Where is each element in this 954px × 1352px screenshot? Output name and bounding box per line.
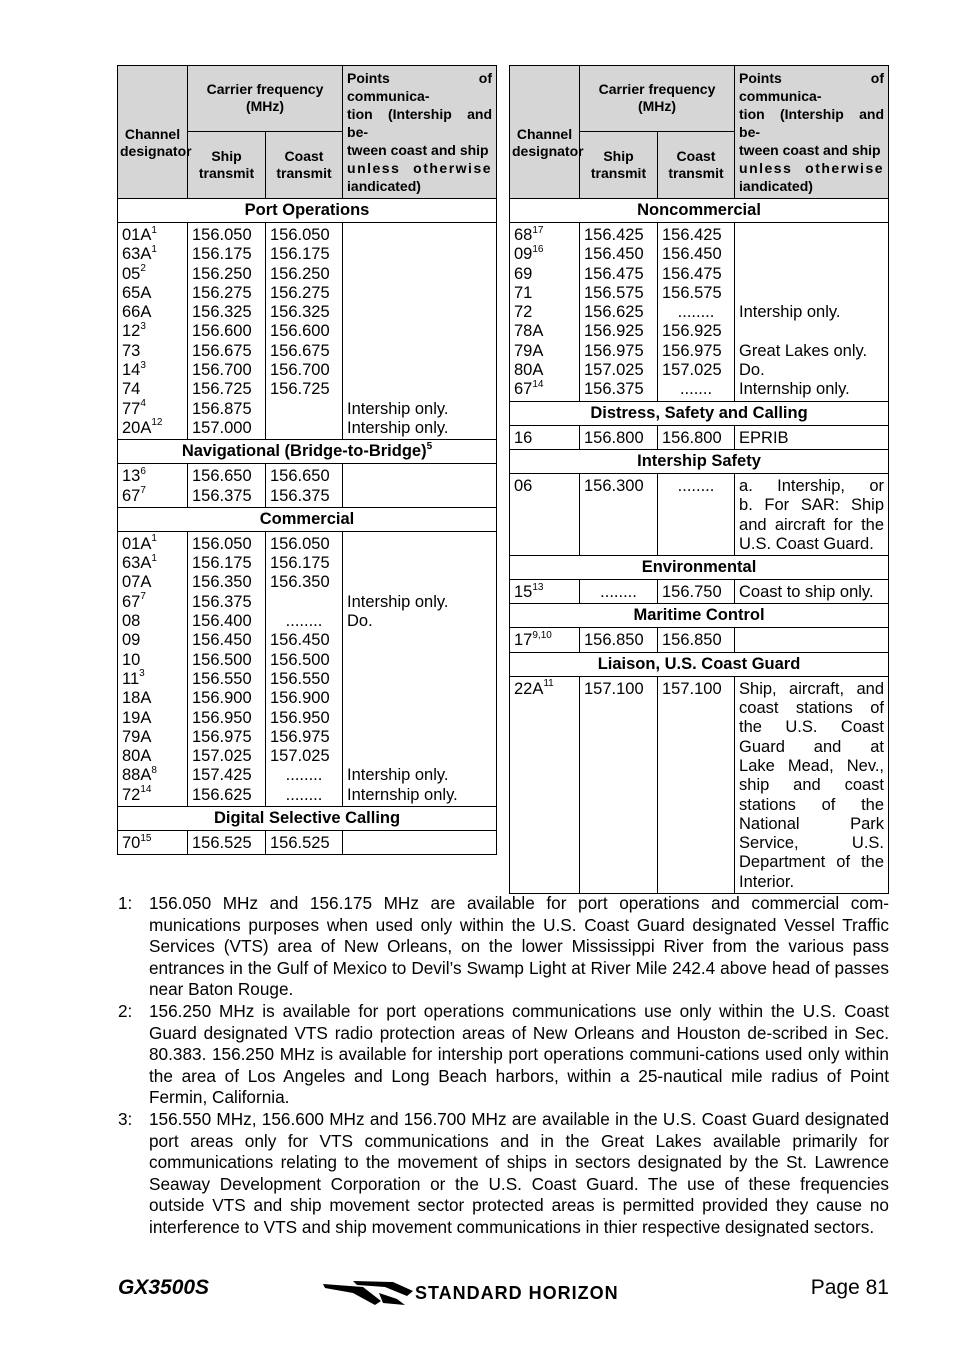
usage-note: stations of the [739, 795, 885, 814]
channel-designator: $05^2$ [122, 263, 146, 283]
ship-frequency: 156.050 [192, 534, 252, 553]
channel-designator: 65A [122, 283, 152, 302]
coast-frequency: 156.525 [270, 834, 330, 853]
coast-frequency: 156.725 [270, 380, 330, 399]
usage-note: Internship only. [739, 380, 850, 399]
coast-frequency: ....... [679, 380, 713, 399]
brand-logo [323, 1279, 693, 1309]
header-carrier: Carrier frequency (MHz) [580, 66, 735, 132]
channel-designator: $63A^1$ [122, 552, 157, 573]
channel-designator: 18A [122, 689, 152, 708]
footnote-ref: 3 [140, 320, 146, 332]
coast-frequency: 156.425 [662, 226, 722, 244]
coast-frequency: 156.475 [662, 264, 722, 283]
coast-frequency: 156.325 [270, 303, 330, 322]
footnote-ref: 1 [151, 243, 157, 255]
channel-designator: $01A^1$ [122, 224, 157, 244]
usage-note: a. Intership, or [739, 476, 885, 495]
usage-note: Do. [739, 361, 765, 380]
channel-group [510, 580, 889, 604]
coast-frequency: 156.050 [270, 226, 330, 244]
ship-frequency: 156.250 [192, 264, 252, 283]
section-header: Digital Selective Calling [118, 807, 497, 831]
coast-frequency: 156.800 [662, 428, 722, 447]
coast-frequency: 156.275 [270, 283, 330, 302]
footnote-text: 156.250 MHz is available for port operations communications use only within the U.S. Coast Guard designated VTS radio protection areas of New Orleans and Houston de-scribed in Sec. 80.383. 156.250 MHz is available for intership port operations communi-cations used only within the area of Los Angeles and Long Beach harbors, within a 25-nautical mile radius of Point Fermin, California. [149, 1000, 889, 1108]
channel-designator: 66A [122, 303, 152, 322]
ship-frequency: 156.275 [192, 283, 252, 302]
brand-logo-icon [323, 1279, 413, 1307]
ship-frequency: 156.850 [584, 631, 644, 650]
ship-frequency: 156.400 [192, 612, 252, 631]
section-header: Noncommercial [510, 199, 889, 223]
section-header: Liaison, U.S. Coast Guard [510, 652, 889, 676]
channel-designator: 80A [122, 747, 152, 766]
page-footer [118, 1276, 889, 1310]
coast-frequency: 156.850 [662, 631, 722, 650]
channel-designator: $11^3$ [122, 668, 145, 688]
coast-frequency: 156.575 [662, 283, 722, 302]
ship-frequency: 156.575 [584, 283, 644, 302]
ship-frequency: 156.950 [192, 708, 252, 727]
channel-designator: $70^{15}$ [122, 832, 152, 853]
ship-frequency: 156.050 [192, 226, 252, 244]
footnote-ref: 7 [140, 591, 146, 603]
coast-frequency: 156.925 [662, 322, 722, 341]
footnote-ref: 1 [151, 533, 157, 545]
coast-frequency: ........ [285, 785, 323, 804]
section-header: Distress, Safety and Calling [510, 401, 889, 425]
channel-designator: 79A [122, 727, 152, 746]
channel-designator: 09 [122, 631, 141, 650]
coast-frequency: ........ [677, 476, 715, 495]
ship-frequency: 156.675 [192, 341, 252, 360]
channel-designator: 69 [514, 264, 533, 283]
ship-frequency: 156.800 [584, 428, 644, 447]
ship-frequency: 157.425 [192, 766, 252, 785]
header-carrier: Carrier frequency (MHz) [188, 66, 343, 132]
usage-note: and aircraft for the [739, 515, 885, 534]
channel-designator: 06 [514, 476, 533, 495]
channel-group [510, 676, 889, 893]
footnote-ref: 14 [532, 378, 544, 390]
left-channel-table [117, 65, 497, 855]
usage-note: Department of the [739, 853, 885, 872]
coast-frequency: 156.450 [270, 631, 330, 650]
footnote-ref: 7 [140, 485, 146, 497]
usage-note: Coast to ship only. [739, 583, 874, 602]
usage-note: Service, U.S. [739, 834, 885, 853]
ship-frequency: 156.500 [192, 650, 252, 669]
channel-designator: $67^7$ [122, 591, 146, 611]
ship-frequency: 156.375 [584, 380, 644, 399]
footnote-ref: 4 [140, 398, 146, 410]
coast-frequency: 156.675 [270, 341, 330, 360]
coast-frequency: 156.175 [270, 245, 330, 264]
section-header: Navigational (Bridge-to-Bridge)$^5$ [118, 440, 497, 464]
section-header: Maritime Control [510, 604, 889, 628]
footnote-ref: 15 [140, 832, 152, 844]
header-channel: Channel designator [118, 66, 188, 199]
ship-frequency: 156.975 [584, 341, 644, 360]
usage-note: ship and coast [739, 776, 885, 795]
ship-frequency: 156.875 [192, 399, 252, 418]
header-ship-transmit: Ship transmit [580, 131, 658, 198]
ship-frequency: 156.175 [192, 245, 252, 264]
section-header: Port Operations [118, 199, 497, 223]
ship-frequency: 156.700 [192, 361, 252, 380]
ship-frequency: 156.725 [192, 380, 252, 399]
channel-group [118, 531, 497, 806]
header-points: Points of communica- tion (Intership and be- tween coast and ship unless otherwise iandicated) [343, 66, 497, 199]
ship-frequency: 156.300 [584, 476, 644, 495]
coast-frequency: 156.050 [270, 534, 330, 553]
coast-frequency: 156.950 [270, 708, 330, 727]
channel-designator: 10 [122, 650, 141, 669]
footnote-ref: 8 [151, 764, 157, 776]
coast-frequency: 156.750 [662, 583, 722, 602]
section-header: Commercial [118, 507, 497, 531]
model-name: GX3500S [118, 1276, 210, 1299]
channel-designator: $20A^{12}$ [122, 417, 163, 437]
footnote-text: 156.550 MHz, 156.600 MHz and 156.700 MHz are available in the U.S. Coast Guard designated port areas only for VTS communications and in the Great Lakes available primarily for communications relating to the movement of ships in sectors designated by the St. Lawrence Seaway Development Corporation or the U.S. Coast Guard. The use of these frequencies outside VTS and ship movement sector protected areas is permitted provided they cause no interference to VTS and ship movement communications in thier respective designated sectors. [149, 1108, 889, 1237]
footnote-ref: 6 [140, 465, 146, 477]
ship-frequency: 156.325 [192, 303, 252, 322]
usage-note: Intership only. [347, 418, 449, 437]
usage-note: the U.S. Coast [739, 718, 885, 737]
footnote [118, 1001, 889, 1109]
usage-note: Great Lakes only. [739, 341, 868, 360]
channel-designator: $68^{17}$ [514, 224, 544, 244]
usage-note: U.S. Coast Guard. [739, 534, 874, 553]
footnotes [118, 893, 889, 1239]
channel-designator: $88A^8$ [122, 764, 157, 785]
ship-frequency: 156.550 [192, 669, 252, 688]
channel-designator: 08 [122, 612, 141, 631]
usage-note: Intership only. [347, 399, 449, 418]
coast-frequency: ........ [677, 303, 715, 322]
coast-frequency: 157.100 [662, 679, 722, 698]
coast-frequency: 156.900 [270, 689, 330, 708]
channel-designator: 74 [122, 380, 141, 399]
usage-note: Do. [347, 612, 373, 631]
channel-designator: $77^4$ [122, 398, 146, 418]
ship-frequency: 156.525 [192, 834, 252, 853]
ship-frequency: 156.900 [192, 689, 252, 708]
footnote-ref: 16 [532, 243, 544, 255]
section-header: Intership Safety [510, 449, 889, 473]
footnote-ref: 1 [151, 552, 157, 564]
usage-note: coast stations of [739, 699, 885, 718]
coast-frequency: ........ [285, 766, 323, 785]
footnote-ref: 13 [532, 581, 544, 593]
channel-designator: 78A [514, 322, 544, 341]
coast-frequency: 156.375 [270, 486, 330, 505]
footnote [118, 893, 889, 1001]
channel-designator: $67^7$ [122, 485, 146, 505]
coast-frequency: 156.700 [270, 361, 330, 380]
ship-frequency: 156.625 [584, 303, 644, 322]
channel-designator: 73 [122, 341, 141, 360]
footnote-ref: 3 [139, 668, 145, 680]
channel-designator: $09^{16}$ [514, 243, 544, 264]
channel-designator: 16 [514, 428, 533, 447]
usage-note: b. For SAR: Ship [739, 496, 885, 515]
channel-designator: $63A^1$ [122, 243, 157, 264]
channel-designator: 19A [122, 708, 152, 727]
coast-frequency: 156.975 [662, 341, 722, 360]
channel-group [118, 464, 497, 508]
header-points: Points of communica- tion (Intership and be- tween coast and ship unless otherwise iandicated) [735, 66, 889, 199]
channel-designator: 71 [514, 283, 533, 302]
channel-designator: $15^{13}$ [514, 581, 544, 602]
coast-frequency: 156.650 [270, 467, 330, 486]
channel-designator: $67^{14}$ [514, 378, 544, 399]
ship-frequency: 156.425 [584, 226, 644, 244]
usage-note: Guard and at [739, 737, 885, 756]
usage-note: Intership only. [347, 766, 449, 785]
channel-designator: $13^6$ [122, 465, 146, 486]
coast-frequency: 156.175 [270, 554, 330, 573]
channel-designator: 17$^{9,10}$ [514, 629, 552, 650]
channel-designator: 72 [514, 303, 533, 322]
channel-group [510, 473, 889, 555]
channel-designator: 79A [514, 341, 544, 360]
ship-frequency: 156.175 [192, 554, 252, 573]
channel-designator: $01A^1$ [122, 533, 157, 553]
channel-group [118, 831, 497, 855]
coast-frequency: 156.350 [270, 573, 330, 592]
channel-designator: $22A^{11}$ [514, 678, 554, 698]
ship-frequency: 156.350 [192, 573, 252, 592]
right-channel-table [509, 65, 889, 894]
footnote-ref: 9,10 [532, 629, 552, 641]
channel-group [510, 223, 889, 402]
coast-frequency: 156.450 [662, 245, 722, 264]
section-header: Environmental [510, 556, 889, 580]
ship-frequency: 156.600 [192, 322, 252, 341]
ship-frequency: 156.475 [584, 264, 644, 283]
channel-group [510, 628, 889, 652]
coast-frequency: 156.500 [270, 650, 330, 669]
ship-frequency: 156.375 [192, 592, 252, 611]
channel-designator: 80A [514, 361, 544, 380]
footnote-ref: 14 [140, 784, 152, 796]
channel-designator: $14^3$ [122, 359, 146, 380]
coast-frequency: 156.600 [270, 322, 330, 341]
footnote-ref: 2 [140, 263, 146, 275]
ship-frequency: 156.375 [192, 486, 252, 505]
footnote [118, 1109, 889, 1239]
coast-frequency: 156.550 [270, 669, 330, 688]
page-number: Page 81 [810, 1276, 889, 1299]
ship-frequency: 157.025 [584, 361, 644, 380]
usage-note: Lake Mead, Nev., [739, 756, 885, 775]
channel-group [510, 425, 889, 449]
ship-frequency: 156.625 [192, 785, 252, 804]
coast-frequency: 156.250 [270, 264, 330, 283]
footnote-ref: 12 [151, 417, 163, 429]
header-channel: Channel designator [510, 66, 580, 199]
channel-designator: $72^{14}$ [122, 784, 152, 804]
footnote-ref: 11 [543, 678, 554, 690]
ship-frequency: 156.450 [192, 631, 252, 650]
header-ship-transmit: Ship transmit [188, 131, 266, 198]
usage-note: Intership only. [347, 592, 449, 611]
ship-frequency: ........ [600, 583, 637, 602]
ship-frequency: 156.925 [584, 322, 644, 341]
channel-designator: 07A [122, 573, 152, 592]
footnote-text: 156.050 MHz and 156.175 MHz are available for port operations and commercial com-munications purposes when used only within the U.S. Coast Guard designated Vessel Traffic Services (VTS) area of New Orleans, on the lower Mississippi River from the various pass entrances in the Gulf of Mexico to Devil’s Swamp Light at River Mile 242.4 above head of passes near Baton Rouge. [149, 893, 889, 1000]
channel-group [118, 223, 497, 440]
footnote-ref: 3 [140, 359, 146, 371]
usage-note: Intership only. [739, 303, 841, 322]
header-coast-transmit: Coast transmit [266, 131, 343, 198]
coast-frequency: ........ [285, 612, 323, 631]
ship-frequency: 156.450 [584, 245, 644, 264]
ship-frequency: 157.000 [192, 418, 252, 437]
footnote-number: 1: [118, 893, 133, 913]
usage-note: Internship only. [347, 785, 458, 804]
brand-name: STANDARD HORIZON [415, 1283, 619, 1303]
footnote-number: 3: [118, 1108, 133, 1129]
ship-frequency: 157.025 [192, 747, 252, 766]
ship-frequency: 156.975 [192, 727, 252, 746]
coast-frequency: 156.975 [270, 727, 330, 746]
usage-note: National Park [739, 814, 885, 833]
footnote-ref: 1 [151, 224, 157, 236]
usage-note: Interior. [739, 872, 795, 891]
coast-frequency: 157.025 [270, 747, 330, 766]
footnote-number: 2: [118, 1000, 133, 1021]
footnote-ref: 17 [532, 224, 544, 236]
usage-note: EPRIB [739, 428, 789, 447]
ship-frequency: 156.650 [192, 467, 252, 486]
usage-note: Ship, aircraft, and [739, 679, 885, 698]
channel-designator: $12^3$ [122, 320, 146, 341]
ship-frequency: 157.100 [584, 679, 644, 698]
coast-frequency: 157.025 [662, 361, 722, 380]
header-coast-transmit: Coast transmit [658, 131, 735, 198]
